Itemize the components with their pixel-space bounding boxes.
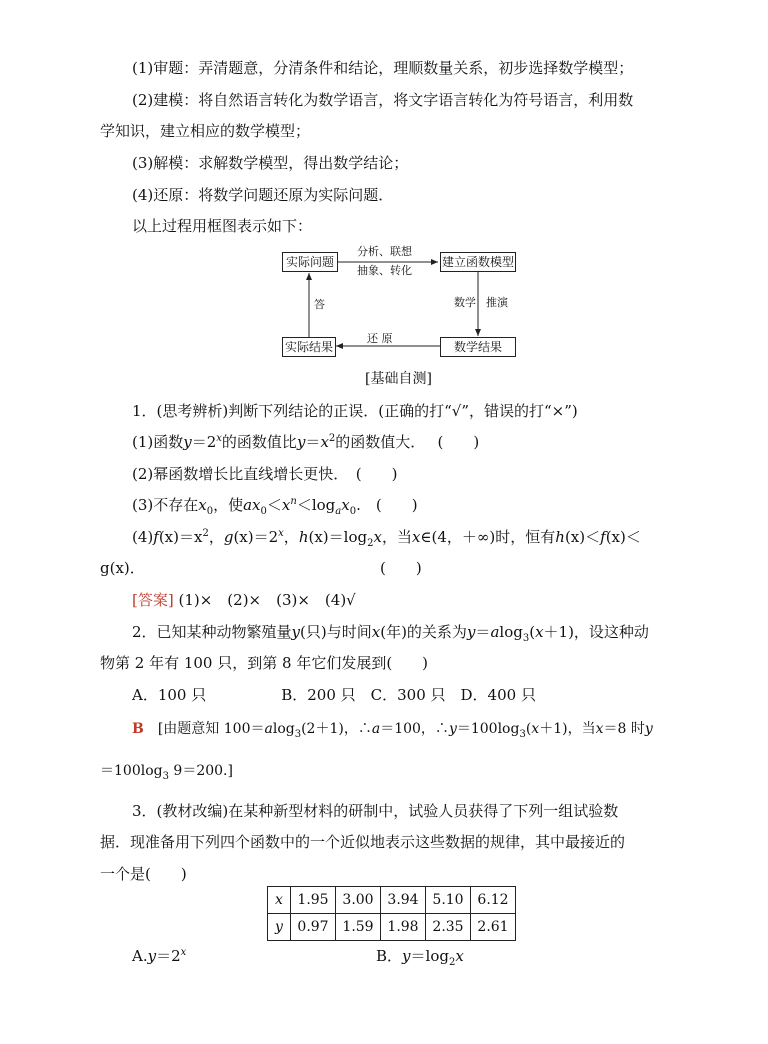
q1-item-2: (2)幂函数增长比直线增长更快． ( ) (132, 465, 398, 483)
table-cell: 3.94 (381, 887, 426, 914)
table-header-y: y (268, 914, 291, 941)
q3-stem-3: 一个是( ) (100, 865, 187, 883)
label-restore: 还 原 (367, 332, 393, 345)
table-cell: 1.59 (336, 914, 381, 941)
q1-stem: 1．(思考辨析)判断下列结论的正误．(正确的打“√”，错误的打“×”) (132, 402, 578, 420)
q1-item-4: $(4)f(x)=x^2$，$g(x)=2^x$，$h(x)=\log_2x$，当x∈(4，＋∞)时，恒有h(x)＜f(x)＜ (132, 528, 641, 549)
table-cell: 0.97 (291, 914, 336, 941)
step-2-cont: 学知识，建立相应的数学模型； (100, 122, 311, 140)
q2-stem-cont: 物第 2 年有 100 只，到第 8 年它们发展到( ) (100, 654, 429, 672)
table-cell: 6.12 (471, 887, 516, 914)
table-cell: 2.35 (426, 914, 471, 941)
q3-stem-1: 3．(教材改编)在某种新型材料的研制中，试验人员获得了下列一组试验数 (132, 802, 619, 820)
box-real-result: 实际结果 (282, 337, 336, 357)
label-answer: 答 (314, 298, 325, 311)
q2-stem: 2．已知某种动物繁殖量y(只)与时间x(年)的关系为y＝alog$_3$(x＋1)，设这种动 (132, 623, 649, 644)
q1-item-1: (1)函数$y=2^x$的函数值比$y=x^2$的函数值大． ( ) (132, 433, 480, 451)
step-4: (4)还原：将数学问题还原为实际问题． (132, 186, 394, 204)
q3-stem-2: 据．现准备用下列四个函数中的一个近似地表示这些数据的规律，其中最接近的 (100, 833, 626, 851)
diagram-intro: 以上过程用框图表示如下： (132, 217, 313, 235)
table-row (268, 914, 516, 941)
section-title: [基础自测] (365, 371, 432, 387)
table-cell: 2.61 (471, 914, 516, 941)
step-3: (3)解模：求解数学模型，得出数学结论； (132, 154, 409, 172)
table-row (268, 887, 516, 914)
q1-item-4-cont: g(x)． (100, 559, 145, 577)
box-math-result: 数学结果 (440, 337, 516, 357)
q1-item-3: (3)不存在$x_0$，使$ax_0<x^n<\log_ax_0$. ( ) (132, 496, 418, 517)
q3-option-b: B．$y=\log_2x$ (376, 947, 464, 968)
table-header-x: x (268, 887, 291, 914)
box-function-model: 建立函数模型 (440, 252, 516, 272)
data-table (267, 886, 516, 941)
q2-options: A．100 只 B．200 只 C．300 只 D．400 只 (132, 686, 536, 704)
q1-answer: [答案] (1)× (2)× (3)× (4)√ (132, 591, 356, 609)
table-cell: 1.95 (291, 887, 336, 914)
q1-item-4-paren: ( ) (380, 559, 422, 577)
box-real-problem: 实际问题 (282, 252, 338, 272)
q2-solution: B [由题意知 100＝alog$_3$(2＋1)，∴a＝100，$\therefore y=100\log_3(x+1)$，当x＝8 时y (132, 721, 653, 740)
label-analyze: 分析、联想 (357, 245, 412, 258)
q3-option-a: $A.y=2^x$ (132, 947, 187, 965)
label-abstract: 抽象、转化 (357, 264, 412, 277)
step-1: (1)审题：弄清题意，分清条件和结论，理顺数量关系，初步选择数学模型； (132, 59, 634, 77)
label-deduce: 推演 (486, 296, 508, 309)
step-2: (2)建模：将自然语言转化为数学语言，将文字语言转化为符号语言，利用数 (132, 91, 634, 109)
table-cell: 1.98 (381, 914, 426, 941)
answer-tag: [答案] (132, 591, 174, 609)
q2-answer-letter: B (132, 721, 144, 737)
label-math: 数学 (454, 296, 476, 309)
q2-solution-cont: $=100\log_3$ 9＝200.] (100, 763, 233, 782)
table-cell: 5.10 (426, 887, 471, 914)
table-cell: 3.00 (336, 887, 381, 914)
